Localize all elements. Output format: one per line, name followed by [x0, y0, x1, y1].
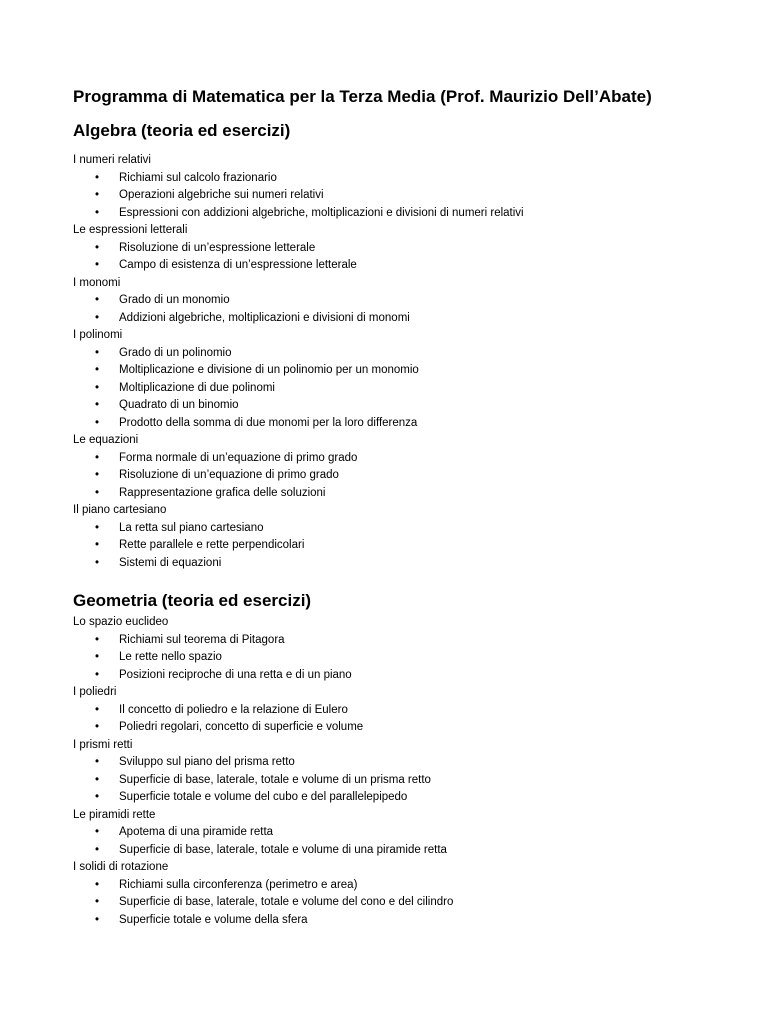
list-item	[73, 842, 733, 860]
bullet-icon: •	[95, 171, 100, 184]
bullet-icon: •	[95, 469, 100, 481]
list-item-text: Poliedri regolari, concetto di superficie e volume	[119, 721, 364, 733]
list-item-text: Richiami sulla circonferenza (perimetro e area)	[119, 878, 358, 891]
bullet-icon: •	[95, 913, 100, 926]
bullet-icon: •	[95, 721, 100, 733]
topic-bullet-list	[73, 632, 733, 685]
bullet-icon: •	[95, 416, 100, 429]
list-item	[73, 450, 733, 468]
bullet-icon: •	[95, 364, 100, 376]
topic-label: Le equazioni	[73, 434, 139, 446]
document-title: Programma di Matematica per la Terza Media (Prof. Maurizio Dell’Abate)	[73, 87, 652, 106]
list-item	[73, 632, 733, 650]
bullet-icon: •	[95, 311, 100, 324]
list-item-text: La retta sul piano cartesiano	[119, 521, 264, 534]
list-item-text: Richiami sul teorema di Pitagora	[119, 633, 285, 646]
topic-bullet-list	[73, 292, 733, 327]
list-item	[73, 702, 733, 720]
topic-label: I poliedri	[73, 686, 117, 698]
bullet-icon: •	[95, 294, 100, 306]
list-item	[73, 894, 733, 912]
list-item	[73, 485, 733, 503]
topic-label: I numeri relativi	[73, 154, 151, 166]
topic-label: I prismi retti	[73, 738, 133, 751]
list-item-text: Le rette nello spazio	[119, 651, 222, 663]
list-item	[73, 877, 733, 895]
list-item-text: Superficie totale e volume del cubo e del parallelepipedo	[119, 791, 408, 803]
bullet-icon: •	[95, 843, 100, 856]
bullet-icon: •	[95, 791, 100, 803]
list-item	[73, 345, 733, 363]
list-item-text: Grado di un polinomio	[119, 346, 232, 359]
list-item-text: Superficie di base, laterale, totale e volume di una piramide retta	[119, 843, 447, 856]
topic-bullet-list	[73, 877, 733, 930]
list-item-text: Sistemi di equazioni	[119, 556, 222, 569]
list-item-text: Superficie totale e volume della sfera	[119, 913, 308, 926]
bullet-icon: •	[95, 633, 100, 646]
list-item	[73, 187, 733, 205]
topic-bullet-list	[73, 450, 733, 503]
bullet-icon: •	[95, 703, 100, 716]
bullet-icon: •	[95, 259, 100, 271]
document-page	[73, 86, 733, 929]
list-item-text: Espressioni con addizioni algebriche, moltiplicazioni e divisioni di numeri relativi	[119, 206, 524, 219]
list-item-text: Risoluzione di un’equazione di primo grado	[119, 469, 339, 481]
bullet-icon: •	[95, 539, 100, 551]
topic-label: Il piano cartesiano	[73, 504, 167, 516]
list-item	[73, 415, 733, 433]
bullet-icon: •	[95, 668, 100, 681]
list-item	[73, 719, 733, 737]
bullet-icon: •	[95, 521, 100, 534]
bullet-icon: •	[95, 241, 100, 254]
list-item	[73, 667, 733, 685]
topic-label: I polinomi	[73, 329, 123, 341]
section-geometry-heading: Geometria (teoria ed esercizi)	[73, 591, 312, 610]
topic-bullet-list	[73, 240, 733, 275]
geometry-topics	[73, 614, 733, 929]
topic-bullet-list	[73, 170, 733, 223]
list-item	[73, 772, 733, 790]
list-item	[73, 170, 733, 188]
list-item	[73, 789, 733, 807]
list-item-text: Addizioni algebriche, moltiplicazioni e divisioni di monomi	[119, 311, 410, 324]
bullet-icon: •	[95, 651, 100, 663]
list-item	[73, 257, 733, 275]
list-item-text: Superficie di base, laterale, totale e volume di un prisma retto	[119, 773, 431, 786]
list-item-text: Operazioni algebriche sui numeri relativi	[119, 189, 324, 201]
bullet-icon: •	[95, 399, 100, 411]
list-item-text: Apotema di una piramide retta	[119, 826, 274, 838]
topic-label: I solidi di rotazione	[73, 861, 169, 873]
list-item-text: Posizioni reciproche di una retta e di un piano	[119, 668, 352, 681]
list-item-text: Rette parallele e rette perpendicolari	[119, 539, 305, 551]
topic-label: I monomi	[73, 276, 121, 289]
list-item	[73, 649, 733, 667]
list-item	[73, 362, 733, 380]
bullet-icon: •	[95, 486, 100, 499]
list-item-text: Risoluzione di un’espressione letterale	[119, 241, 316, 254]
list-item-text: Moltiplicazione e divisione di un polinomio per un monomio	[119, 364, 419, 376]
list-item	[73, 555, 733, 573]
list-item-text: Grado di un monomio	[119, 294, 230, 306]
section-algebra-heading: Algebra (teoria ed esercizi)	[73, 121, 291, 140]
list-item-text: Quadrato di un binomio	[119, 399, 239, 411]
list-item-text: Superficie di base, laterale, totale e volume del cono e del cilindro	[119, 896, 454, 908]
list-item	[73, 467, 733, 485]
list-item	[73, 292, 733, 310]
list-item	[73, 380, 733, 398]
list-item-text: Rappresentazione grafica delle soluzioni	[119, 486, 326, 499]
topic-label: Le piramidi rette	[73, 808, 156, 821]
list-item-text: Richiami sul calcolo frazionario	[119, 171, 277, 184]
topic-bullet-list	[73, 345, 733, 433]
topic-label: Le espressioni letterali	[73, 224, 188, 236]
list-item	[73, 205, 733, 223]
bullet-icon: •	[95, 896, 100, 908]
list-item-text: Moltiplicazione di due polinomi	[119, 381, 275, 394]
topic-bullet-list	[73, 702, 733, 737]
bullet-icon: •	[95, 381, 100, 394]
topic-bullet-list	[73, 520, 733, 573]
algebra-topics	[73, 152, 733, 572]
bullet-icon: •	[95, 556, 100, 569]
list-item	[73, 310, 733, 328]
list-item	[73, 754, 733, 772]
bullet-icon: •	[95, 773, 100, 786]
list-item-text: Prodotto della somma di due monomi per la loro differenza	[119, 416, 418, 429]
list-item-text: Il concetto di poliedro e la relazione di Eulero	[119, 703, 348, 716]
bullet-icon: •	[95, 451, 100, 464]
topic-bullet-list	[73, 824, 733, 859]
list-item-text: Forma normale di un’equazione di primo grado	[119, 451, 358, 464]
list-item	[73, 824, 733, 842]
list-item	[73, 520, 733, 538]
list-item-text: Campo di esistenza di un’espressione letterale	[119, 259, 357, 271]
bullet-icon: •	[95, 756, 100, 768]
bullet-icon: •	[95, 189, 100, 201]
list-item	[73, 240, 733, 258]
list-item	[73, 537, 733, 555]
bullet-icon: •	[95, 826, 100, 838]
bullet-icon: •	[95, 878, 100, 891]
bullet-icon: •	[95, 206, 100, 219]
list-item-text: Sviluppo sul piano del prisma retto	[119, 756, 295, 768]
topic-bullet-list	[73, 754, 733, 807]
topic-label: Lo spazio euclideo	[73, 616, 169, 628]
list-item	[73, 397, 733, 415]
list-item	[73, 912, 733, 930]
bullet-icon: •	[95, 346, 100, 359]
